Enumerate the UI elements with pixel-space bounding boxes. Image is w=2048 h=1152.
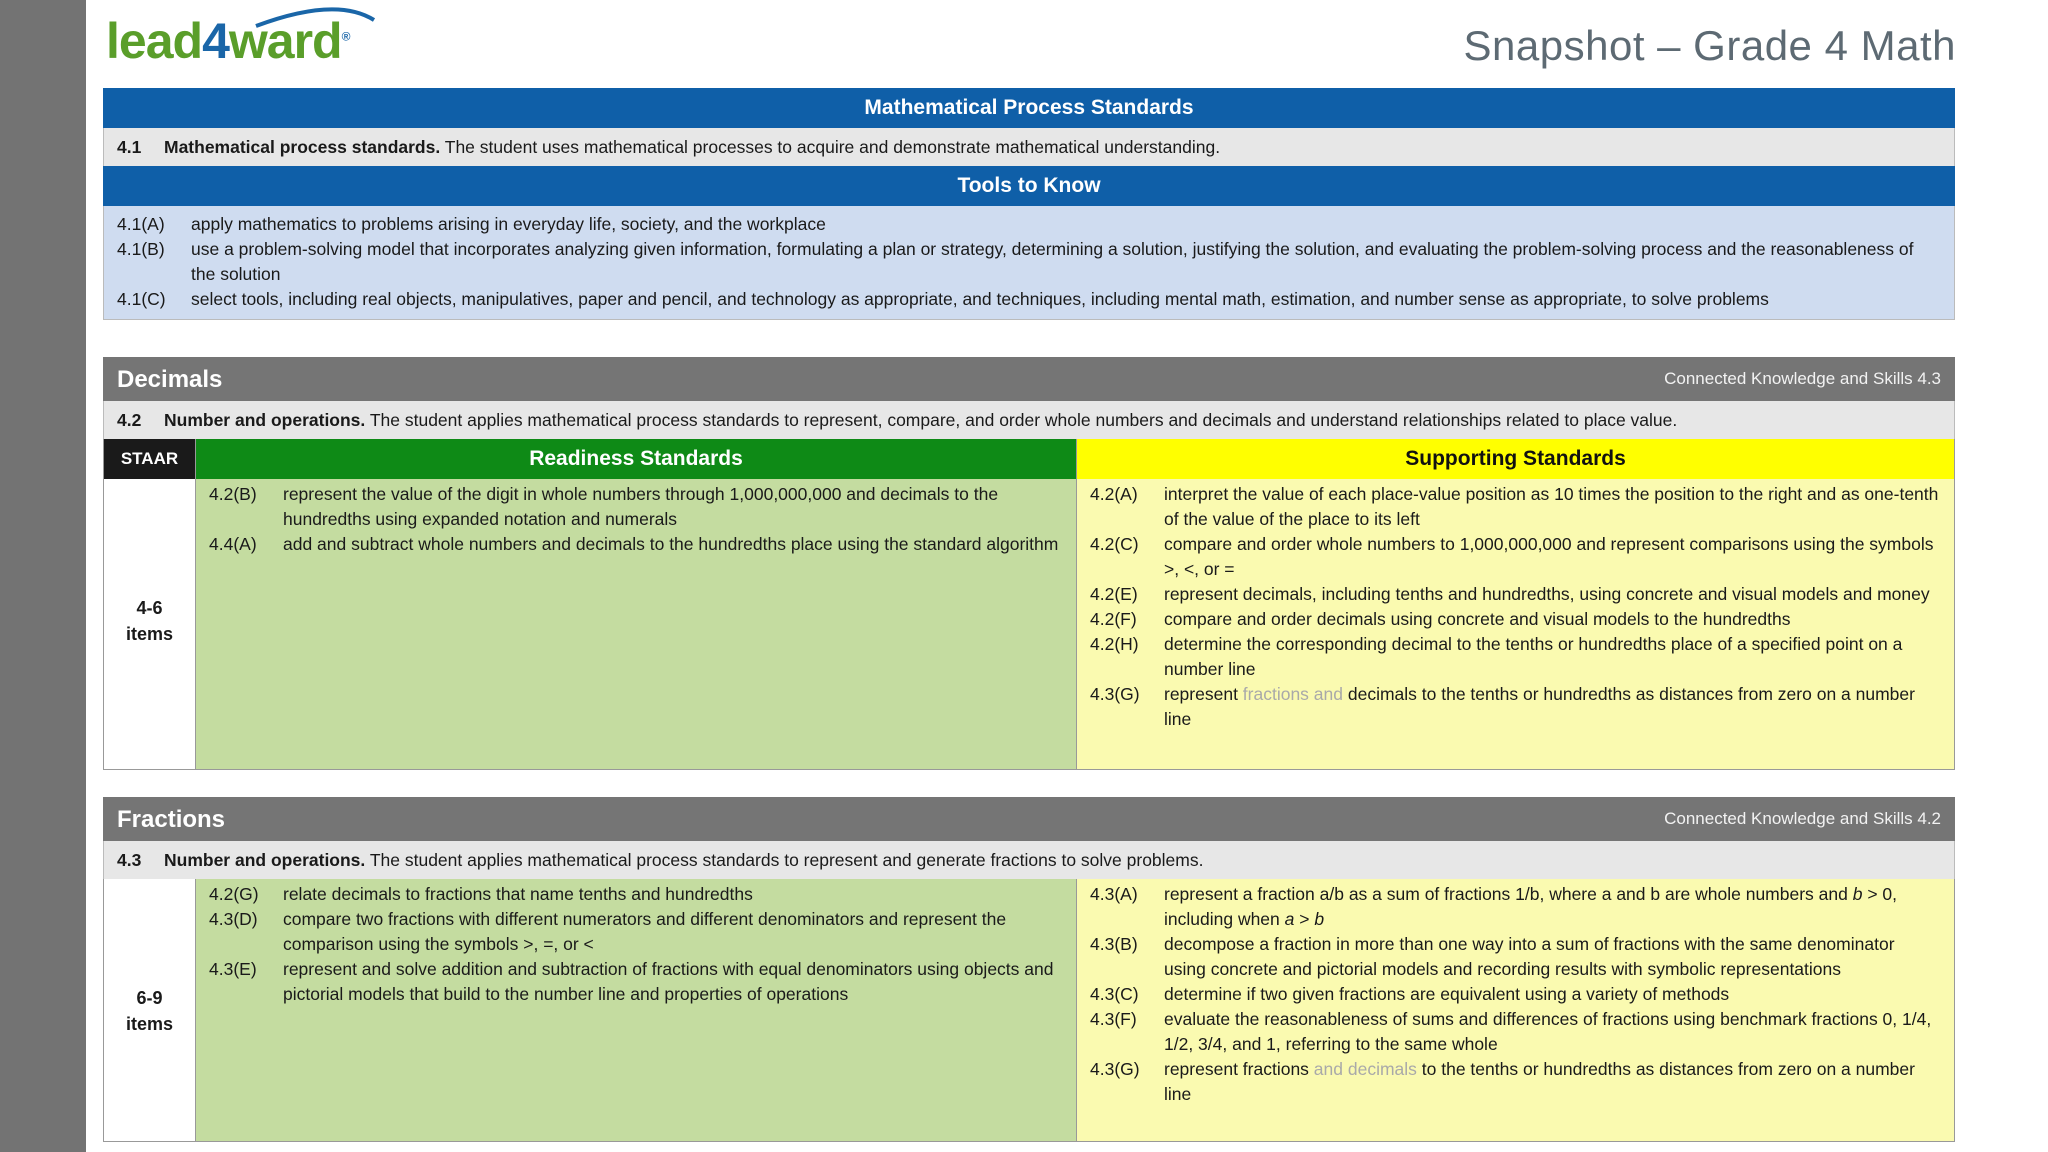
std-text: determine the corresponding decimal to the tenths or hundredths place of a specified point on a number line — [1164, 634, 1903, 679]
readiness-list — [196, 479, 1076, 562]
standard-text: The student applies mathematical process standards to represent and generate fractions to solve problems. — [365, 850, 1204, 870]
std-text-var: a — [1284, 909, 1295, 929]
staar-header: STAAR — [104, 439, 195, 479]
supporting-header: Supporting Standards — [1077, 439, 1954, 479]
fractions-standard-row — [103, 841, 1955, 879]
tool-item — [117, 212, 1941, 237]
supporting-item — [1090, 932, 1941, 982]
item-count — [104, 985, 195, 1037]
logo-ward: ward — [228, 13, 342, 69]
std-text-var: b — [1852, 884, 1863, 904]
staar-column — [104, 439, 196, 769]
std-code: 4.3(G) — [1090, 684, 1140, 704]
decimals-standard-row — [103, 401, 1955, 439]
item-count-unit: items — [125, 624, 174, 644]
std-text: decompose a fraction in more than one way into a sum of fractions with the same denominator using concrete and pictorial models and recording results with symbolic representations — [1164, 934, 1895, 979]
decimals-grid — [103, 439, 1955, 770]
std-text-part: > 0, including when — [1164, 884, 1898, 929]
std-code: 4.3(C) — [1090, 984, 1139, 1004]
lead4ward-logo — [106, 2, 396, 74]
std-text: compare and order decimals using concrete and visual models to the hundredths — [1164, 609, 1791, 629]
std-text-faded: and decimals — [1313, 1059, 1417, 1079]
page-title: Snapshot – Grade 4 Math — [1463, 22, 1956, 69]
section-title: Fractions — [117, 806, 226, 833]
process-standard-row — [103, 128, 1955, 166]
process-bold: Mathematical process standards. — [164, 137, 441, 157]
supporting-item — [1090, 982, 1941, 1007]
standard-code: 4.2 — [117, 410, 142, 430]
std-code: 4.2(A) — [1090, 484, 1138, 504]
std-text — [1164, 1057, 1941, 1107]
std-code: 4.3(G) — [1090, 1059, 1140, 1079]
tool-code: 4.1(A) — [117, 214, 165, 234]
logo-lead: lead — [106, 13, 203, 69]
item-count-range: 4-6 — [136, 598, 163, 618]
std-text — [1164, 882, 1941, 932]
process-code: 4.1 — [117, 137, 142, 157]
supporting-item — [1090, 532, 1941, 582]
tools-list — [103, 206, 1955, 320]
std-code: 4.3(D) — [209, 909, 258, 929]
std-code: 4.3(F) — [1090, 1009, 1137, 1029]
section-title: Decimals — [117, 366, 223, 393]
tool-item — [117, 237, 1941, 287]
process-standards-block — [103, 88, 1955, 320]
std-code: 4.3(B) — [1090, 934, 1138, 954]
std-text: add and subtract whole numbers and decimals to the hundredths place using the standard algorithm — [283, 534, 1059, 554]
tool-text: select tools, including real objects, manipulatives, paper and pencil, and technology as appropriate, and techniques, including mental math, estimation, and number sense as appropriate, to solve problems — [191, 289, 1769, 309]
logo-four: 4 — [202, 13, 229, 69]
std-code: 4.2(C) — [1090, 534, 1139, 554]
tool-code: 4.1(C) — [117, 289, 166, 309]
std-code: 4.3(E) — [209, 959, 257, 979]
supporting-item — [1090, 682, 1941, 732]
readiness-column — [196, 439, 1077, 769]
std-text: represent decimals, including tenths and hundredths, using concrete and visual models and money — [1164, 584, 1930, 604]
std-code: 4.4(A) — [209, 534, 257, 554]
connected-knowledge: Connected Knowledge and Skills 4.2 — [1664, 809, 1941, 828]
std-text: relate decimals to fractions that name tenths and hundredths — [283, 884, 753, 904]
left-margin-bar — [0, 0, 86, 1152]
readiness-item — [209, 957, 1063, 1007]
staar-column — [104, 879, 196, 1141]
supporting-item — [1090, 607, 1941, 632]
std-code: 4.2(E) — [1090, 584, 1138, 604]
std-text-part: > — [1294, 909, 1315, 929]
std-text: compare two fractions with different numerators and different denominators and represent the comparison using the symbols >, =, or < — [283, 909, 1007, 954]
std-text-var: b — [1314, 909, 1325, 929]
supporting-item — [1090, 582, 1941, 607]
readiness-column — [196, 879, 1077, 1141]
logo-registered: ® — [341, 29, 350, 44]
supporting-item — [1090, 632, 1941, 682]
logo-text — [106, 13, 350, 69]
process-standards-heading: Mathematical Process Standards — [103, 88, 1955, 128]
std-code: 4.2(F) — [1090, 609, 1137, 629]
supporting-list — [1077, 879, 1954, 1112]
process-text: The student uses mathematical processes to acquire and demonstrate mathematical understanding. — [440, 137, 1221, 157]
std-code: 4.2(H) — [1090, 634, 1139, 654]
std-code: 4.2(B) — [209, 484, 257, 504]
fractions-section — [103, 797, 1955, 1142]
standard-bold: Number and operations. — [164, 850, 366, 870]
readiness-item — [209, 907, 1063, 957]
std-text: evaluate the reasonableness of sums and differences of fractions using benchmark fractions 0, 1/4, 1/2, 3/4, and 1, referring to the same whole — [1164, 1009, 1932, 1054]
std-text-part: represent — [1164, 684, 1243, 704]
supporting-list — [1077, 479, 1954, 737]
std-text-part: represent a fraction a/b as a sum of fractions 1/b, where a and b are whole numbers and — [1164, 884, 1853, 904]
std-text: compare and order whole numbers to 1,000,000,000 and represent comparisons using the symbols >, <, or = — [1164, 534, 1934, 579]
std-text: determine if two given fractions are equivalent using a variety of methods — [1164, 984, 1730, 1004]
item-count-range: 6-9 — [136, 988, 163, 1008]
supporting-item — [1090, 882, 1941, 932]
tool-text: apply mathematics to problems arising in everyday life, society, and the workplace — [191, 214, 826, 234]
std-code: 4.3(A) — [1090, 884, 1138, 904]
supporting-item — [1090, 1057, 1941, 1107]
std-text-part: represent fractions — [1164, 1059, 1314, 1079]
standard-bold: Number and operations. — [164, 410, 366, 430]
fractions-grid — [103, 879, 1955, 1142]
supporting-item — [1090, 482, 1941, 532]
fractions-header — [103, 797, 1955, 841]
standard-text: The student applies mathematical process standards to represent, compare, and order whole numbers and decimals and understand relationships related to place value. — [365, 410, 1678, 430]
readiness-header: Readiness Standards — [196, 439, 1076, 479]
item-count — [104, 595, 195, 647]
std-text: represent the value of the digit in whole numbers through 1,000,000,000 and decimals to the hundredths using expanded notation and numerals — [283, 484, 999, 529]
std-text — [1164, 682, 1941, 732]
standard-code: 4.3 — [117, 850, 142, 870]
readiness-item — [209, 882, 1063, 907]
tool-code: 4.1(B) — [117, 239, 165, 259]
decimals-section — [103, 357, 1955, 770]
supporting-column — [1077, 879, 1954, 1141]
tools-heading: Tools to Know — [103, 166, 1955, 206]
tool-text: use a problem-solving model that incorporates analyzing given information, formulating a plan or strategy, determining a solution, justifying the solution, and evaluating the problem-solving process and the reasonableness of the solution — [191, 239, 1914, 284]
std-text: interpret the value of each place-value position as 10 times the position to the right and as one-tenth of the value of the place to its left — [1164, 484, 1939, 529]
decimals-header — [103, 357, 1955, 401]
supporting-item — [1090, 1007, 1941, 1057]
connected-knowledge: Connected Knowledge and Skills 4.3 — [1664, 369, 1941, 388]
std-text: represent and solve addition and subtraction of fractions with equal denominators using objects and pictorial models that build to the number line and properties of operations — [283, 959, 1054, 1004]
std-code: 4.2(G) — [209, 884, 259, 904]
item-count-unit: items — [125, 1014, 174, 1034]
readiness-item — [209, 482, 1063, 532]
tool-item — [117, 287, 1941, 312]
readiness-item — [209, 532, 1063, 557]
supporting-column — [1077, 439, 1954, 769]
std-text-part: decimals to the tenths or hundredths as distances from zero on a number line — [1164, 684, 1915, 729]
readiness-list — [196, 879, 1076, 1012]
std-text-part: to the tenths or hundredths as distances from zero on a number line — [1164, 1059, 1915, 1104]
std-text-faded: fractions and — [1242, 684, 1343, 704]
